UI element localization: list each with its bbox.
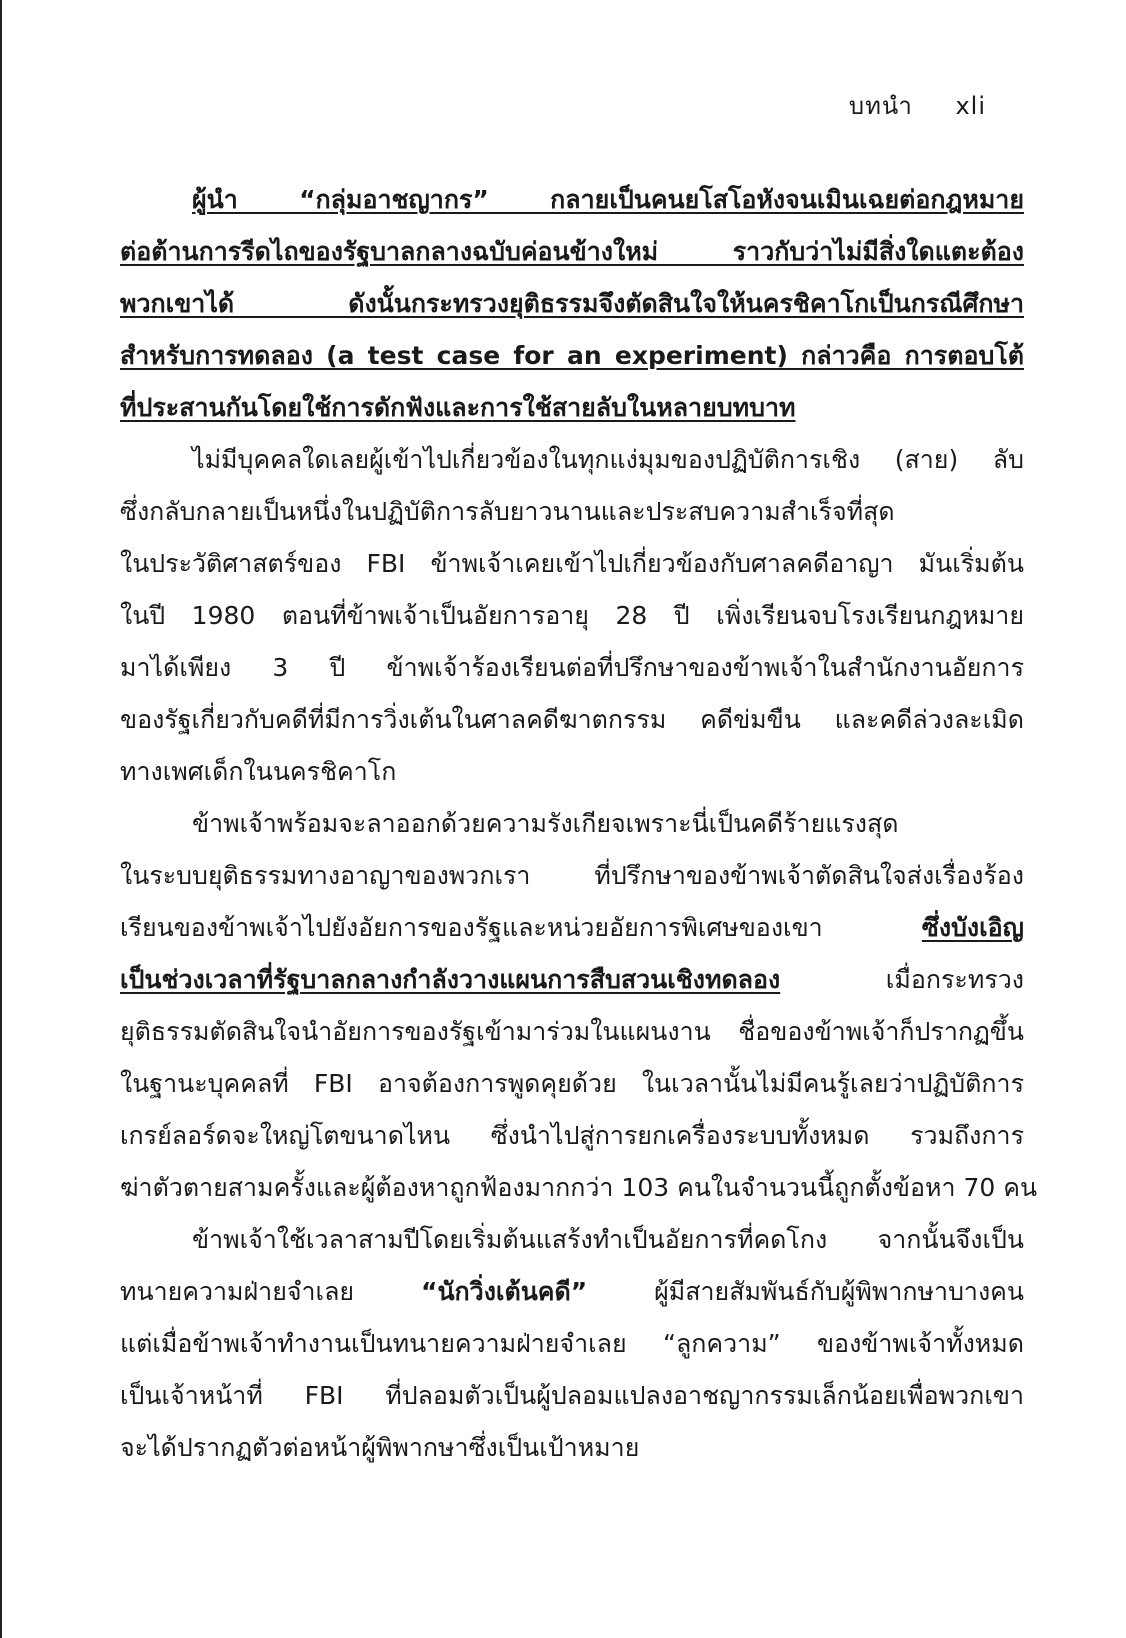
text-run: ของรัฐเกี่ยวกับคดีที่มีการวิ่งเต้นในศาลคดีฆาตกรรม คดีข่มขืน และคดีล่วงละเมิด (120, 705, 1024, 734)
text-run: ยุติธรรมตัดสินใจนำอัยการของรัฐเข้ามาร่วมในแผนงาน ชื่อของข้าพเจ้าก็ปรากฏขึ้น (120, 1017, 1024, 1046)
body-text (120, 174, 1038, 1474)
text-line (120, 1318, 1024, 1370)
running-header-section: บทนำ (848, 92, 913, 120)
text-line (120, 642, 1024, 694)
text-run: ต่อต้านการรีดไถของรัฐบาลกลางฉบับค่อนข้างใหม่ ราวกับว่าไม่มีสิ่งใดแตะต้อง (120, 237, 1024, 266)
paragraph (120, 1214, 1024, 1474)
text-run: พวกเขาได้ ดังนั้นกระทรวงยุติธรรมจึงตัดสินใจให้นครชิคาโกเป็นกรณีศึกษา (120, 289, 1024, 318)
text-run: ในประวัติศาสตร์ของ FBI ข้าพเจ้าเคยเข้าไปเกี่ยวข้องกับศาลคดีอาญา มันเริ่มต้น (120, 549, 1024, 578)
text-line (120, 538, 1024, 590)
text-line (120, 902, 1024, 954)
text-line (120, 1214, 1024, 1266)
text-run: เรียนของข้าพเจ้าไปยังอัยการของรัฐและหน่วยอัยการพิเศษของเขา (120, 913, 922, 942)
text-run: ผู้มีสายสัมพันธ์กับผู้พิพากษาบางคน (587, 1277, 1024, 1306)
text-line (120, 1110, 1024, 1162)
text-line (120, 1162, 1038, 1214)
text-run: จะได้ปรากฏตัวต่อหน้าผู้พิพากษาซึ่งเป็นเป้าหมาย (120, 1433, 640, 1462)
text-run: ในปี 1980 ตอนที่ข้าพเจ้าเป็นอัยการอายุ 28 ปี เพิ่งเรียนจบโรงเรียนกฎหมาย (120, 601, 1024, 630)
text-line (120, 746, 1024, 798)
text-line (120, 278, 1024, 330)
text-line (120, 382, 1024, 434)
text-run: ผู้นำ “กลุ่มอาชญากร” กลายเป็นคนยโสโอหังจนเมินเฉยต่อกฎหมาย (192, 185, 1024, 214)
text-line (120, 850, 1024, 902)
text-run: ซึ่งกลับกลายเป็นหนึ่งในปฏิบัติการลับยาวนานและประสบความสำเร็จที่สุด (120, 497, 895, 526)
text-run: ข้าพเจ้าใช้เวลาสามปีโดยเริ่มต้นแสร้งทำเป็นอัยการที่คดโกง จากนั้นจึงเป็น (192, 1225, 1024, 1254)
text-run: ทนายความฝ่ายจำเลย (120, 1277, 422, 1306)
text-run: “นักวิ่งเต้นคดี” (421, 1277, 588, 1306)
text-line (120, 798, 1024, 850)
text-run: ในระบบยุติธรรมทางอาญาของพวกเรา ที่ปรึกษาของข้าพเจ้าตัดสินใจส่งเรื่องร้อง (120, 861, 1024, 890)
text-run: สำหรับการทดลอง (a test case for an experiment) กล่าวคือ การตอบโต้ (120, 341, 1024, 370)
text-run: มาได้เพียง 3 ปี ข้าพเจ้าร้องเรียนต่อที่ปรึกษาของข้าพเจ้าในสำนักงานอัยการ (120, 653, 1024, 682)
text-run: เมื่อกระทรวง (780, 965, 1024, 994)
text-line (120, 174, 1024, 226)
paragraph (120, 434, 1024, 798)
page-left-edge-rule (0, 0, 2, 1638)
paragraph (120, 798, 1038, 1214)
text-run: เป็นช่วงเวลาที่รัฐบาลกลางกำลังวางแผนการสืบสวนเชิงทดลอง (120, 965, 781, 994)
text-line (120, 1006, 1024, 1058)
text-line (120, 590, 1024, 642)
text-line (120, 1058, 1024, 1110)
text-run: แต่เมื่อข้าพเจ้าทำงานเป็นทนายความฝ่ายจำเลย “ลูกความ” ของข้าพเจ้าทั้งหมด (120, 1329, 1024, 1358)
text-line (120, 1370, 1024, 1422)
text-line (120, 486, 1024, 538)
page-number: xli (955, 92, 986, 120)
text-line (120, 1266, 1024, 1318)
running-header (849, 86, 986, 125)
text-run: ฆ่าตัวตายสามครั้งและผู้ต้องหาถูกฟ้องมากกว่า 103 คนในจำนวนนี้ถูกตั้งข้อหา 70 คน (120, 1173, 1038, 1202)
text-line (120, 434, 1024, 486)
text-line (120, 694, 1024, 746)
text-run: ซึ่งบังเอิญ (921, 913, 1024, 942)
text-line (120, 954, 1024, 1006)
text-run: ไม่มีบุคคลใดเลยผู้เข้าไปเกี่ยวข้องในทุกแง่มุมของปฏิบัติการเชิง (สาย) ลับ (192, 445, 1024, 474)
text-run: เกรย์ลอร์ดจะใหญ่โตขนาดไหน ซึ่งนำไปสู่การยกเครื่องระบบทั้งหมด รวมถึงการ (120, 1121, 1024, 1150)
text-line (120, 226, 1024, 278)
text-run: ข้าพเจ้าพร้อมจะลาออกด้วยความรังเกียจเพราะนี่เป็นคดีร้ายแรงสุด (192, 809, 899, 838)
text-run: เป็นเจ้าหน้าที่ FBI ที่ปลอมตัวเป็นผู้ปลอมแปลงอาชญากรรมเล็กน้อยเพื่อพวกเขา (120, 1381, 1024, 1410)
text-run: ทางเพศเด็กในนครชิคาโก (120, 757, 397, 786)
text-line (120, 330, 1024, 382)
text-run: ที่ประสานกันโดยใช้การดักฟังและการใช้สายลับในหลายบทบาท (120, 393, 796, 422)
text-run: ในฐานะบุคคลที่ FBI อาจต้องการพูดคุยด้วย ในเวลานั้นไม่มีคนรู้เลยว่าปฏิบัติการ (120, 1069, 1024, 1098)
paragraph (120, 174, 1024, 434)
text-line (120, 1422, 1024, 1474)
